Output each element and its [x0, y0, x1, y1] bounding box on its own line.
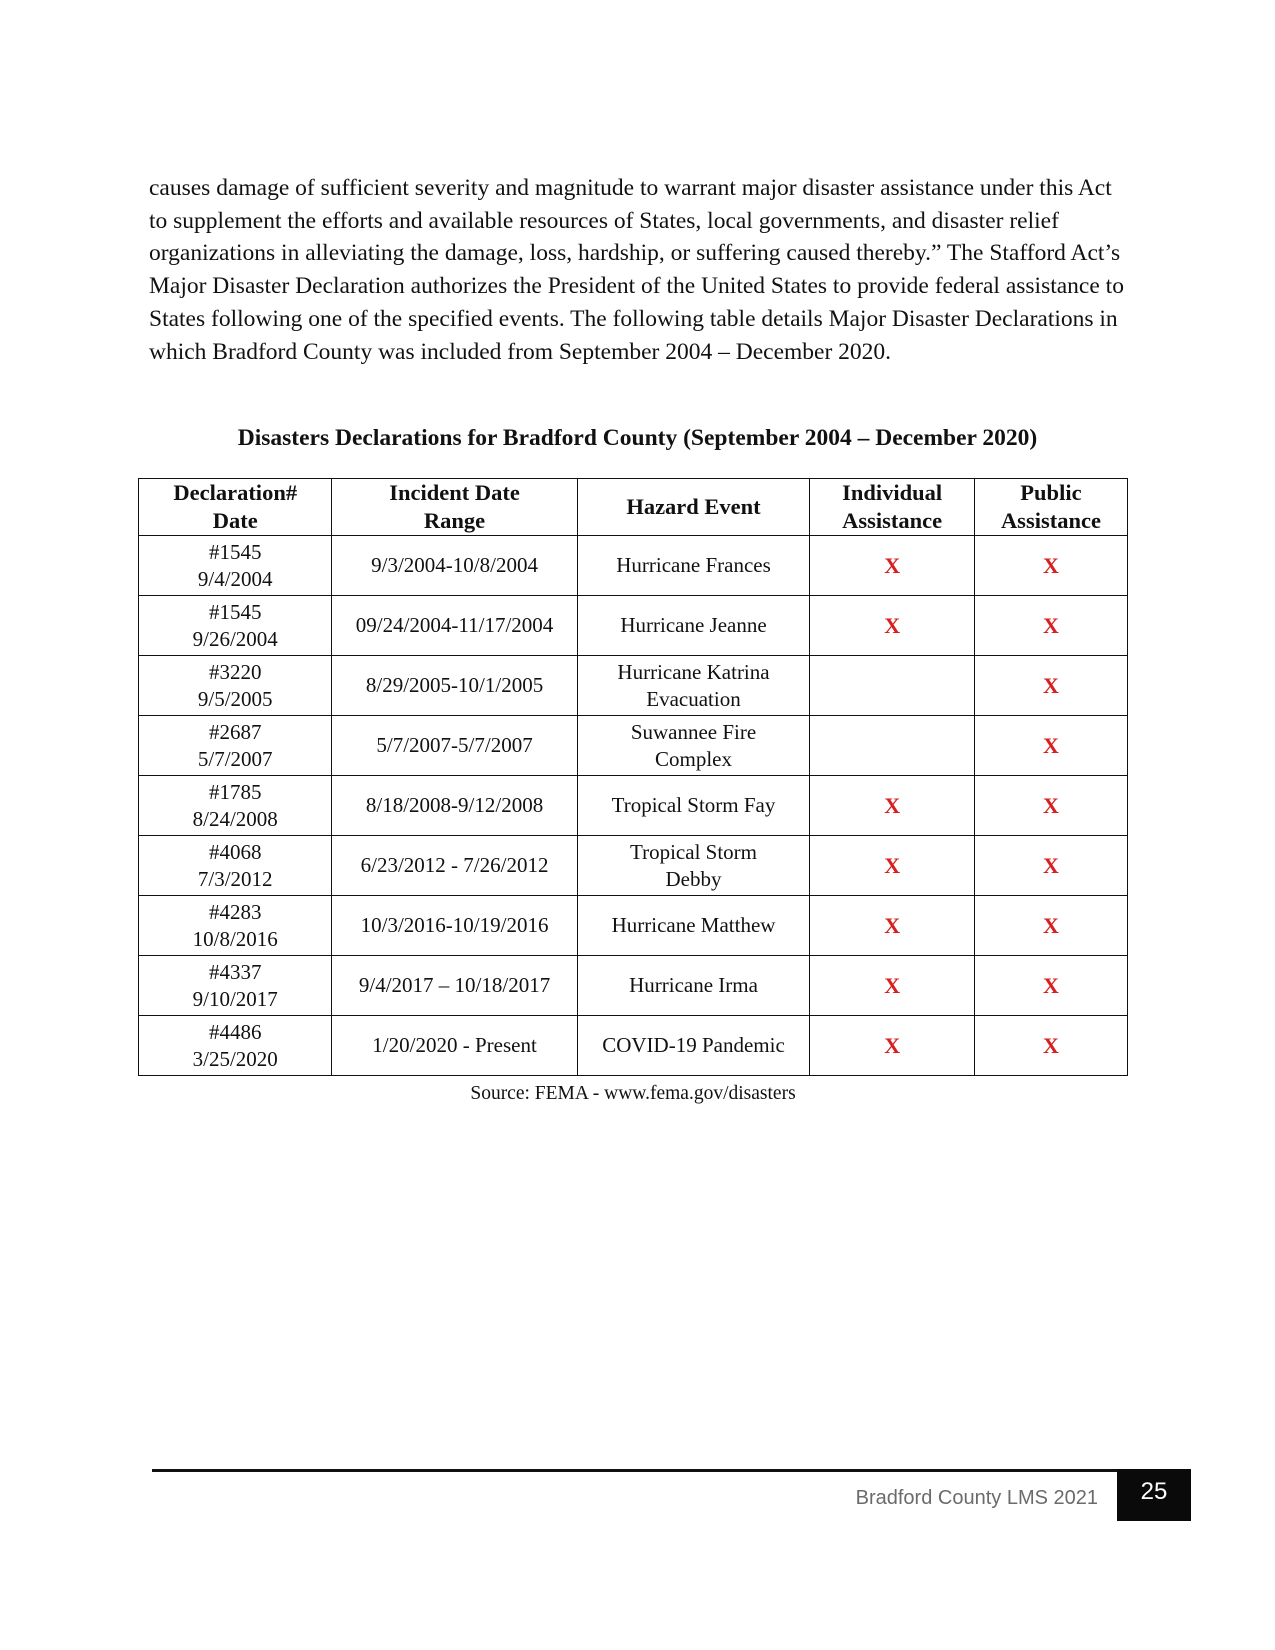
cell-incident-range: 9/4/2017 – 10/18/2017: [332, 956, 577, 1016]
table-row: [139, 536, 1128, 596]
table-row: [139, 1016, 1128, 1076]
cell-hazard-event: Suwannee Fire Complex: [577, 716, 810, 776]
cell-hazard-event: Hurricane Katrina Evacuation: [577, 656, 810, 716]
header-incident-date-range: Incident Date Range: [332, 479, 577, 536]
cell-declaration-date: #4486 3/25/2020: [139, 1016, 332, 1076]
cell-hazard-event: Tropical Storm Fay: [577, 776, 810, 836]
cell-incident-range: 9/3/2004-10/8/2004: [332, 536, 577, 596]
header-hazard-event: Hazard Event: [577, 479, 810, 536]
cell-incident-range: 5/7/2007-5/7/2007: [332, 716, 577, 776]
cell-public-assistance: X: [974, 1016, 1127, 1076]
cell-public-assistance: X: [974, 656, 1127, 716]
cell-individual-assistance: X: [810, 836, 974, 896]
cell-public-assistance: X: [974, 536, 1127, 596]
header-individual-assistance: Individual Assistance: [810, 479, 974, 536]
table-row: [139, 596, 1128, 656]
cell-declaration-date: #2687 5/7/2007: [139, 716, 332, 776]
cell-hazard-event: COVID-19 Pandemic: [577, 1016, 810, 1076]
table-row: [139, 776, 1128, 836]
cell-individual-assistance: [810, 656, 974, 716]
cell-public-assistance: X: [974, 596, 1127, 656]
table-row: [139, 656, 1128, 716]
cell-hazard-event: Hurricane Matthew: [577, 896, 810, 956]
table-header-row: [139, 479, 1128, 536]
header-public-assistance: Public Assistance: [974, 479, 1127, 536]
cell-incident-range: 8/29/2005-10/1/2005: [332, 656, 577, 716]
cell-declaration-date: #4068 7/3/2012: [139, 836, 332, 896]
cell-declaration-date: #4337 9/10/2017: [139, 956, 332, 1016]
table-row: [139, 956, 1128, 1016]
cell-individual-assistance: X: [810, 1016, 974, 1076]
cell-declaration-date: #1545 9/26/2004: [139, 596, 332, 656]
table-source: Source: FEMA - www.fema.gov/disasters: [470, 1083, 796, 1104]
table-row: [139, 716, 1128, 776]
footer-divider: [152, 1469, 1119, 1472]
cell-hazard-event: Hurricane Jeanne: [577, 596, 810, 656]
cell-public-assistance: X: [974, 896, 1127, 956]
body-paragraph: causes damage of sufficient severity and magnitude to warrant major disaster assistance under this Act to supplement the efforts and available resources of States, local governments, and disaster relief organizations in alleviating the damage, loss, hardship, or suffering caused thereby.” The Stafford Act’s Major Disaster Declaration authorizes the President of the United States to provide federal assistance to States following one of the specified events. The following table details Major Disaster Declarations in which Bradford County was included from September 2004 – December 2020.: [149, 175, 1124, 365]
cell-hazard-event: Hurricane Irma: [577, 956, 810, 1016]
cell-public-assistance: X: [974, 836, 1127, 896]
cell-individual-assistance: [810, 716, 974, 776]
footer-label: Bradford County LMS 2021: [855, 1487, 1098, 1509]
cell-declaration-date: #3220 9/5/2005: [139, 656, 332, 716]
cell-hazard-event: Tropical Storm Debby: [577, 836, 810, 896]
cell-public-assistance: X: [974, 776, 1127, 836]
cell-declaration-date: #1785 8/24/2008: [139, 776, 332, 836]
cell-incident-range: 10/3/2016-10/19/2016: [332, 896, 577, 956]
cell-individual-assistance: X: [810, 956, 974, 1016]
cell-incident-range: 09/24/2004-11/17/2004: [332, 596, 577, 656]
cell-hazard-event: Hurricane Frances: [577, 536, 810, 596]
cell-incident-range: 6/23/2012 - 7/26/2012: [332, 836, 577, 896]
cell-incident-range: 8/18/2008-9/12/2008: [332, 776, 577, 836]
cell-public-assistance: X: [974, 716, 1127, 776]
page-number: 25: [1117, 1469, 1191, 1521]
disaster-declarations-table: [138, 478, 1128, 1076]
cell-declaration-date: #1545 9/4/2004: [139, 536, 332, 596]
cell-declaration-date: #4283 10/8/2016: [139, 896, 332, 956]
cell-incident-range: 1/20/2020 - Present: [332, 1016, 577, 1076]
cell-individual-assistance: X: [810, 896, 974, 956]
cell-individual-assistance: X: [810, 776, 974, 836]
table-row: [139, 836, 1128, 896]
cell-individual-assistance: X: [810, 536, 974, 596]
header-declaration-date: Declaration# Date: [139, 479, 332, 536]
table-title: Disasters Declarations for Bradford County (September 2004 – December 2020): [237, 425, 1038, 451]
cell-individual-assistance: X: [810, 596, 974, 656]
cell-public-assistance: X: [974, 956, 1127, 1016]
table-row: [139, 896, 1128, 956]
